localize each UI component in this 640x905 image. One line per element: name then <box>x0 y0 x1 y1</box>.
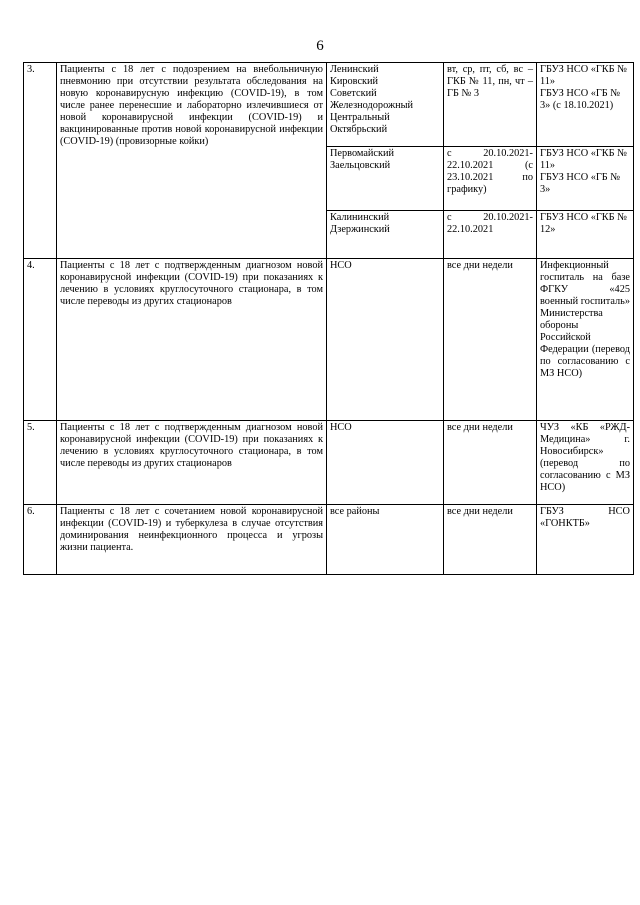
row-number: 3. <box>24 63 57 259</box>
district-name: Октябрьский <box>330 124 388 135</box>
table-row <box>24 421 634 505</box>
district-name: Железнодорожный <box>330 100 414 111</box>
district-name: Ленинский <box>330 64 379 75</box>
row-number: 4. <box>24 259 57 421</box>
district-name: Калининский <box>330 212 390 223</box>
patient-category: Пациенты с 18 лет с подозрением на внебольничную пневмонию при отсутствии результата обследования на новую коронавирусную инфекцию (COVID-19), в том числе ранее перенесшие и лабораторно излечившиеся от новой коронавирусной инфекции (COVID-19) и вакцинированные против новой коронавирусной инфекции (COVID-19) (провизорные койки) <box>57 63 327 259</box>
table-row <box>24 505 634 575</box>
hospital-name: ГБУЗ НСО «ГБ № 3» (с 18.10.2021) <box>540 88 621 111</box>
hospital-cell: Инфекционный госпиталь на базе ФГКУ «425 военный госпиталь» Министерства обороны Российской Федерации (перевод по согласованию с МЗ НСО) <box>537 259 634 421</box>
district-cell: НСО <box>327 421 444 505</box>
hospital-cell <box>537 147 634 211</box>
schedule-cell: с 20.10.2021-22.10.2021 <box>444 211 537 259</box>
schedule-cell: вт, ср, пт, сб, вс – ГКБ № 11, пн, чт – ГБ № 3 <box>444 63 537 147</box>
hospital-routing-table <box>23 62 634 575</box>
schedule-cell: с 20.10.2021-22.10.2021 (с 23.10.2021 по графику) <box>444 147 537 211</box>
row-number: 6. <box>24 505 57 575</box>
hospital-cell: ЧУЗ «КБ «РЖД-Медицина» г. Новосибирск» (перевод по согласованию с МЗ НСО) <box>537 421 634 505</box>
table-row <box>24 63 634 147</box>
districts-cell <box>327 147 444 211</box>
schedule-cell: все дни недели <box>444 421 537 505</box>
hospital-name: ГБУЗ НСО «ГКБ № 12» <box>540 212 627 235</box>
hospital-name: ГБУЗ НСО «ГКБ № 11» <box>540 148 627 171</box>
hospital-cell: ГБУЗ НСО «ГОНКТБ» <box>537 505 634 575</box>
district-name: Советский <box>330 88 377 99</box>
districts-cell <box>327 63 444 147</box>
page-number: 6 <box>316 38 324 54</box>
hospital-name: ГБУЗ НСО «ГКБ № 11» <box>540 64 627 87</box>
district-name: Заельцовский <box>330 160 391 171</box>
table-row <box>24 259 634 421</box>
patient-category: Пациенты с 18 лет с подтвержденным диагнозом новой коронавирусной инфекции (COVID-19) при показаниях к лечению в условиях круглосуточного стационара, в том числе переводы из других стационаров <box>57 421 327 505</box>
district-cell: НСО <box>327 259 444 421</box>
hospital-name: ГБУЗ НСО «ГБ № 3» <box>540 172 621 195</box>
hospital-cell <box>537 63 634 147</box>
district-name: Кировский <box>330 76 379 87</box>
hospital-cell <box>537 211 634 259</box>
district-name: Первомайский <box>330 148 395 159</box>
row-number: 5. <box>24 421 57 505</box>
district-cell: все районы <box>327 505 444 575</box>
district-name: Дзержинский <box>330 224 390 235</box>
district-name: Центральный <box>330 112 390 123</box>
districts-cell <box>327 211 444 259</box>
patient-category: Пациенты с 18 лет с подтвержденным диагнозом новой коронавирусной инфекции (COVID-19) при показаниях к лечению в условиях круглосуточного стационара, в том числе переводы из других стационаров <box>57 259 327 421</box>
schedule-cell: все дни недели <box>444 259 537 421</box>
patient-category: Пациенты с 18 лет с сочетанием новой коронавирусной инфекции (COVID-19) и туберкулеза в случае отсутствия доминирования неинфекционного процесса и угрозы жизни пациента. <box>57 505 327 575</box>
schedule-cell: все дни недели <box>444 505 537 575</box>
